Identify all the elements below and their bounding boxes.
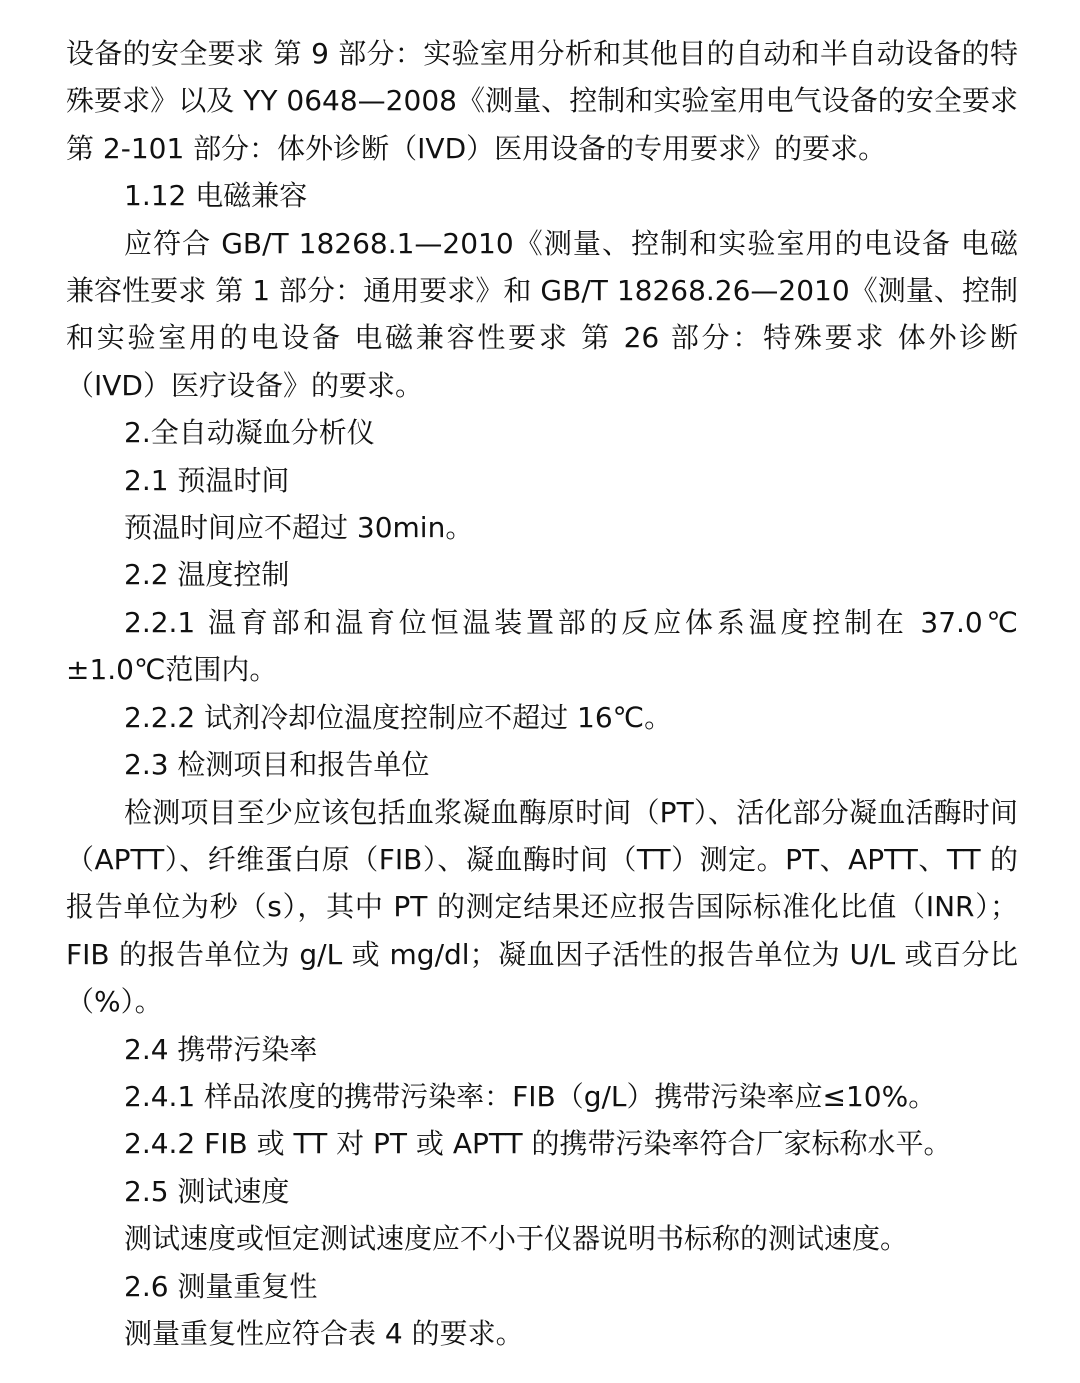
paragraph: 测量重复性应符合表 4 的要求。 — [124, 1316, 524, 1350]
paragraph: 2.4.2 FIB 或 TT 对 PT 或 APTT 的携带污染率符合厂家标称水平。 — [124, 1127, 952, 1161]
document-body — [66, 30, 1018, 1357]
paragraph: 测试速度或恒定测试速度应不小于仪器说明书标称的测试速度。 — [124, 1222, 909, 1256]
section-heading: 1.12 电磁兼容 — [124, 179, 308, 213]
paragraph: 检测项目至少应该包括血浆凝血酶原时间（PT）、活化部分凝血活酶时间（APTT）、纤维蛋白原（FIB）、凝血酶时间（TT）测定。PT、APTT、TT 的报告单位为秒（s），其中 PT 的测定结果还应报告国际标准化比值（INR）；FIB 的报告单位为 g/L 或 mg/dl；凝血因子活性的报告单位为 U/L 或百分比（%）。 — [66, 795, 1018, 1019]
section-heading: 2.2 温度控制 — [124, 558, 290, 592]
paragraph: 2.2.1 温育部和温育位恒温装置部的反应体系温度控制在 37.0℃±1.0℃范围内。 — [66, 605, 1018, 687]
paragraph: 设备的安全要求 第 9 部分：实验室用分析和其他目的自动和半自动设备的特殊要求》以及 YY 0648—2008《测量、控制和实验室用电气设备的安全要求 第 2-101 部分：体外诊断（IVD）医用设备的专用要求》的要求。 — [66, 37, 1018, 165]
section-heading: 2.3 检测项目和报告单位 — [124, 748, 430, 782]
section-heading: 2.1 预温时间 — [124, 463, 290, 497]
paragraph: 预温时间应不超过 30min。 — [124, 511, 474, 545]
paragraph: 2.2.2 试剂冷却位温度控制应不超过 16℃。 — [124, 700, 673, 734]
section-heading: 2.4 携带污染率 — [124, 1032, 318, 1066]
section-heading: 2.6 测量重复性 — [124, 1269, 318, 1303]
paragraph: 应符合 GB/T 18268.1—2010《测量、控制和实验室用的电设备 电磁兼容性要求 第 1 部分：通用要求》和 GB/T 18268.26—2010《测量、控制和实验室用的电设备 电磁兼容性要求 第 26 部分：特殊要求 体外诊断（IVD）医疗设备》的要求。 — [66, 226, 1018, 402]
paragraph: 2.4.1 样品浓度的携带污染率：FIB（g/L）携带污染率应≤10%。 — [124, 1079, 937, 1113]
section-heading: 2.5 测试速度 — [124, 1174, 290, 1208]
section-heading: 2.全自动凝血分析仪 — [124, 416, 375, 450]
